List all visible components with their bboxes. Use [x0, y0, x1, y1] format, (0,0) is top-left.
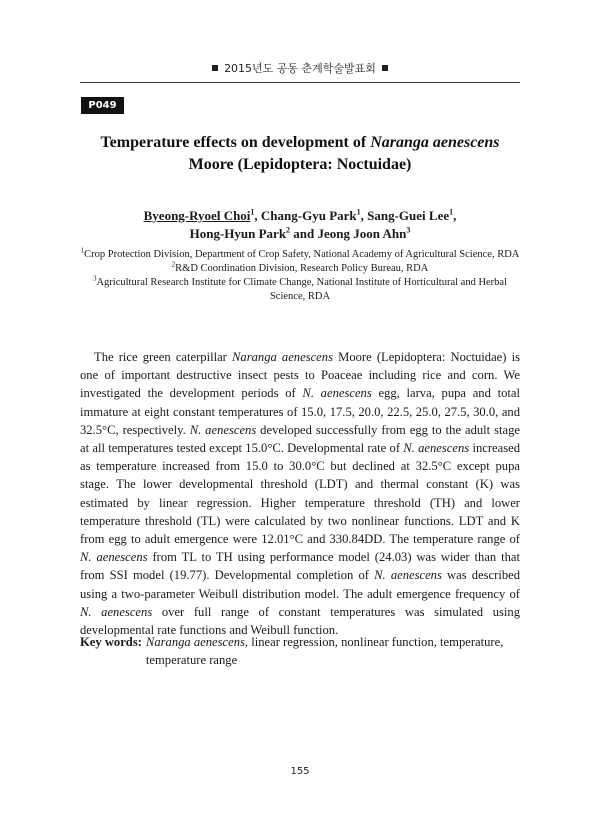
header-divider — [80, 82, 520, 83]
paper-code-badge: P049 — [81, 97, 124, 114]
abstract-text: was described using a two-parameter Weibull distribution model. The adult emergence frequency of — [80, 568, 521, 601]
species-name: N. aenescens — [80, 604, 153, 619]
conference-name: 2015년도 공동 춘계학술발표회 — [224, 62, 376, 75]
title-species: Naranga aenescens — [370, 134, 500, 151]
author-name: Chang-Gyu Park — [260, 208, 357, 223]
author-separator: and — [290, 226, 318, 241]
affiliation-number: 2 — [171, 260, 176, 269]
affiliation-number: 3 — [92, 274, 97, 283]
abstract-text: increased as temperature increased from 15.0 to 30.0°C but declined at 32.5°C except pupa stage. The lower developmental threshold (LDT) and thermal constant (K) was estimated by linear regression. Higher temperature threshold (TH) and lower temperature threshold (TL) were calculated by two nonlinear functions. LDT and K from egg to adult emergence were 12.01°C and 330.84DD. The temperature range of — [80, 441, 520, 547]
species-name: N. aenescens — [374, 568, 442, 583]
affiliation-item — [80, 248, 520, 262]
affiliation-text: Crop Protection Division, Department of Crop Safety, National Academy of Agricultural Science, RDA — [84, 249, 520, 260]
affiliation-item — [80, 276, 520, 304]
abstract-text: The rice green caterpillar — [94, 350, 232, 364]
author-name: Byeong-Ryoel Choi — [143, 208, 251, 223]
keyword-species: Naranga aenescens, — [145, 635, 249, 649]
author-name: Jeong Joon Ahn — [317, 226, 407, 241]
affiliation-item — [80, 262, 520, 276]
author-separator: , — [453, 208, 457, 223]
abstract-paragraph — [80, 348, 520, 639]
affiliation-text: Agricultural Research Institute for Climate Change, National Institute of Horticultural and Herbal Science, RDA — [96, 277, 508, 302]
species-name: N. aenescens — [302, 386, 372, 401]
author-affiliation-mark: 2 — [286, 225, 291, 235]
keywords-text — [146, 633, 520, 669]
author-separator: , — [254, 208, 261, 223]
running-header — [80, 60, 520, 76]
abstract-text: from TL to TH using performance model (24.03) was wider than that from SSI model (19.77). Developmental completion of — [80, 550, 521, 583]
keyword-list: linear regression, nonlinear function, temperature, temperature range — [145, 635, 504, 667]
species-name: Naranga aenescens — [232, 350, 333, 364]
paper-title — [80, 132, 520, 176]
species-name: N. aenescens — [189, 422, 257, 437]
species-name: N. aenescens — [403, 441, 470, 456]
author-list — [80, 207, 520, 243]
affiliation-text: R&D Coordination Division, Research Policy Bureau, RDA — [175, 263, 429, 274]
title-text-2: Moore (Lepidoptera: Noctuidae) — [188, 156, 412, 173]
keywords — [80, 633, 520, 669]
author-name: Sang-Guei Lee — [367, 208, 450, 223]
author-affiliation-mark: 1 — [449, 207, 454, 217]
square-bullet-icon — [212, 65, 218, 71]
species-name: N. aenescens — [80, 550, 148, 565]
abstract-text: egg, larva, pupa and total immature at eight constant temperatures of 15.0, 17.5, 20.0, 22.5, 25.0, 27.5, 30.0, and 32.5°C, respectively. — [80, 386, 520, 437]
author-affiliation-mark: 3 — [406, 225, 411, 235]
title-text: Temperature effects on development of — [100, 134, 371, 151]
author-affiliation-mark: 1 — [250, 207, 255, 217]
author-name: Hong-Hyun Park — [189, 226, 287, 241]
affiliation-list — [80, 248, 520, 304]
abstract-text: developed successfully from egg to the adult stage at all temperatures tested except 15.0°C. Developmental rate of — [80, 422, 520, 456]
abstract-text: over full range of constant temperatures was simulated using developmental rate functions and Weibull function. — [80, 604, 521, 638]
author-affiliation-mark: 1 — [356, 207, 361, 217]
author-separator: , — [360, 208, 368, 223]
abstract-text: Moore (Lepidoptera: Noctuidae) is one of important destructive insect pests to Poaceae including rice and corn. We investigated the development periods of — [80, 350, 520, 401]
square-bullet-icon — [382, 65, 388, 71]
keywords-label: Key words: — [80, 635, 142, 649]
page-number: 155 — [290, 766, 310, 777]
affiliation-number: 1 — [80, 246, 85, 255]
